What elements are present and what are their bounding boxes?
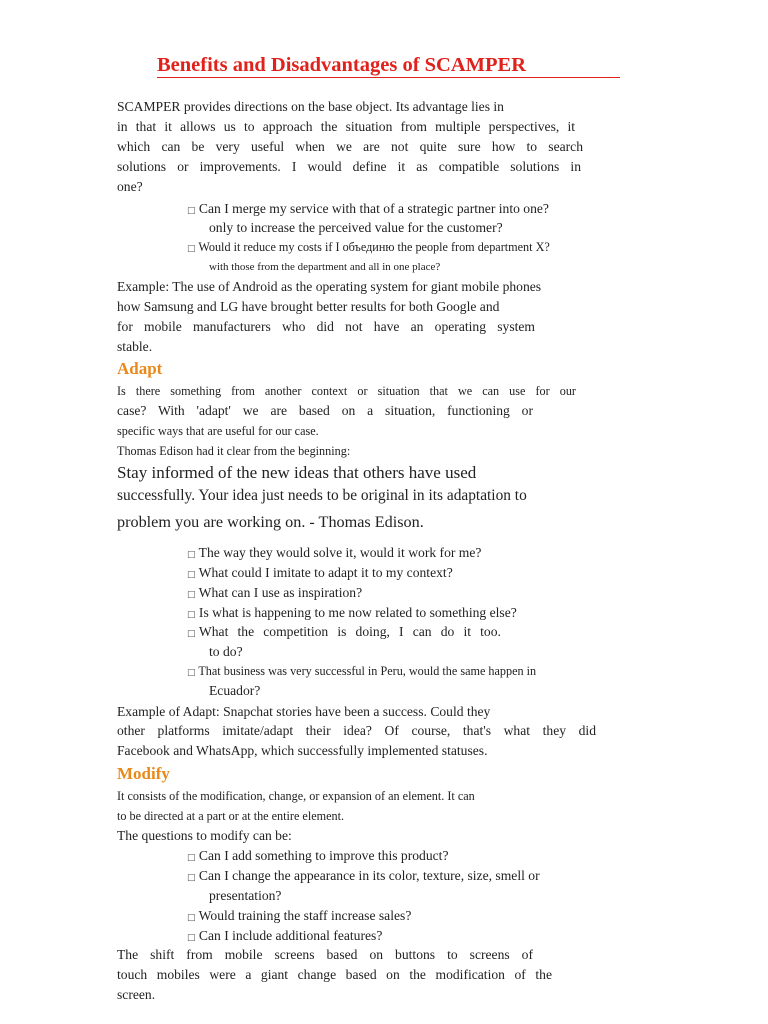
document-title: Benefits and Disadvantages of SCAMPER xyxy=(157,53,620,78)
modify-line: to be directed at a part or at the entire element. xyxy=(117,809,345,823)
list-item: □ Would it reduce my costs if I объединю the people from department X? xyxy=(187,240,550,254)
checkbox-icon: □ xyxy=(187,206,196,216)
checkbox-icon: □ xyxy=(187,610,196,620)
example-line: how Samsung and LG have brought better results for both Google and xyxy=(117,299,500,314)
quote-line: problem you are working on. - Thomas Edison. xyxy=(117,513,424,531)
intro-line: solutions or improvements. I would define it as compatible solutions in xyxy=(117,159,581,174)
intro-line: in that it allows us to approach the situation from multiple perspectives, it xyxy=(117,119,575,134)
adapt-line: specific ways that are useful for our case. xyxy=(117,424,319,438)
closing-line: screen. xyxy=(117,987,156,1002)
list-item: □ The way they would solve it, would it work for me? xyxy=(187,545,482,560)
example-line: Example of Adapt: Snapchat stories have been a success. Could they xyxy=(117,704,491,719)
list-item-continuation: Ecuador? xyxy=(209,683,261,698)
list-item-continuation: to do? xyxy=(209,644,243,659)
intro-line: which can be very useful when we are not quite sure how to search xyxy=(117,139,583,154)
list-item-continuation: only to increase the perceived value for the customer? xyxy=(209,220,503,235)
list-item: □ Can I include additional features? xyxy=(187,928,383,943)
checkbox-icon: □ xyxy=(187,244,196,254)
adapt-line: Is there something from another context or situation that we can use for our xyxy=(117,384,576,398)
modify-line: It consists of the modification, change, or expansion of an element. It can xyxy=(117,789,475,803)
list-item: □ Would training the staff increase sales? xyxy=(187,908,412,923)
checkbox-icon: □ xyxy=(187,550,196,560)
example-line: Facebook and WhatsApp, which successfully implemented statuses. xyxy=(117,743,488,758)
closing-line: The shift from mobile screens based on buttons to screens of xyxy=(117,947,533,962)
section-heading-modify: Modify xyxy=(117,764,170,783)
checkbox-icon: □ xyxy=(187,570,196,580)
modify-line: The questions to modify can be: xyxy=(117,828,292,843)
example-line: other platforms imitate/adapt their idea? Of course, that's what they did xyxy=(117,723,596,738)
list-item: □ Can I change the appearance in its color, texture, size, smell or xyxy=(187,868,540,883)
list-item-continuation: with those from the department and all in one place? xyxy=(209,261,441,273)
list-item: □ What can I use as inspiration? xyxy=(187,585,363,600)
list-item: □ Can I merge my service with that of a strategic partner into one? xyxy=(187,201,549,216)
adapt-line: case? With 'adapt' we are based on a situation, functioning or xyxy=(117,403,533,418)
quote-line: Stay informed of the new ideas that others have used xyxy=(117,463,477,482)
list-item: □ Is what is happening to me now related to something else? xyxy=(187,605,517,620)
example-line: stable. xyxy=(117,339,153,354)
list-item-continuation: presentation? xyxy=(209,888,282,903)
list-item: □ That business was very successful in Peru, would the same happen in xyxy=(187,664,537,678)
example-line: Example: The use of Android as the operating system for giant mobile phones xyxy=(117,279,542,294)
example-line: for mobile manufacturers who did not have an operating system xyxy=(117,319,535,334)
closing-line: touch mobiles were a giant change based on the modification of the xyxy=(117,967,552,982)
adapt-line: Thomas Edison had it clear from the beginning: xyxy=(117,444,351,458)
checkbox-icon: □ xyxy=(187,933,196,943)
list-item: □ What the competition is doing, I can do it too. xyxy=(187,624,501,639)
checkbox-icon: □ xyxy=(187,629,196,639)
checkbox-icon: □ xyxy=(187,853,196,863)
quote-line: successfully. Your idea just needs to be original in its adaptation to xyxy=(117,487,527,504)
list-item: □ What could I imitate to adapt it to my context? xyxy=(187,565,453,580)
intro-line: one? xyxy=(117,179,143,194)
section-heading-adapt: Adapt xyxy=(117,359,163,378)
checkbox-icon: □ xyxy=(187,913,196,923)
list-item: □ Can I add something to improve this product? xyxy=(187,848,449,863)
checkbox-icon: □ xyxy=(187,668,196,678)
checkbox-icon: □ xyxy=(187,873,196,883)
checkbox-icon: □ xyxy=(187,590,196,600)
intro-line: SCAMPER provides directions on the base object. Its advantage lies in xyxy=(117,99,504,114)
